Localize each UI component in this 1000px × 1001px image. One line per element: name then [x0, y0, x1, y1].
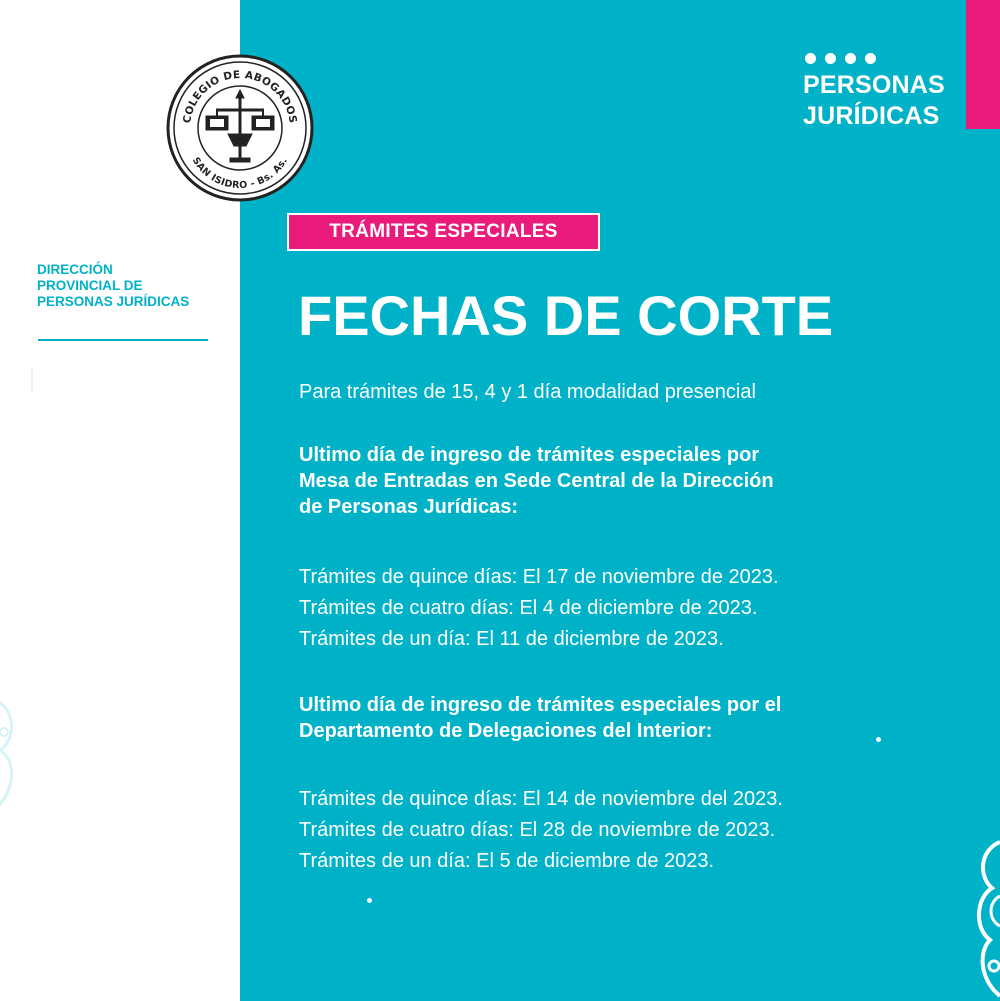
sidebar-org-line: PERSONAS JURÍDICAS	[37, 294, 190, 309]
category-tag: TRÁMITES ESPECIALES	[287, 213, 600, 251]
deadline-list-delegaciones	[299, 784, 783, 877]
heading-line: de Personas Jurídicas:	[299, 496, 518, 518]
heading-line: Departamento de Delegaciones del Interior:	[299, 720, 713, 742]
brand-accent-bar	[966, 0, 1000, 129]
decorative-dot	[876, 737, 881, 742]
page-title: FECHAS DE CORTE	[298, 284, 834, 347]
deadline-list-sede-central	[299, 562, 779, 655]
sidebar-org-line: DIRECCIÓN	[37, 262, 113, 277]
list-item: Trámites de quince días: El 17 de noviembre de 2023.	[299, 566, 779, 588]
list-item: Trámites de cuatro días: El 4 de diciembre de 2023.	[299, 597, 758, 619]
list-item: Trámites de un día: El 11 de diciembre de 2023.	[299, 628, 724, 650]
brand-dot	[865, 53, 876, 64]
colegio-abogados-seal	[166, 54, 314, 202]
list-item: Trámites de quince días: El 14 de noviembre del 2023.	[299, 788, 783, 810]
section-heading-sede-central	[299, 442, 774, 520]
sidebar-org-line: PROVINCIAL DE	[37, 278, 143, 293]
decorative-mark	[31, 367, 33, 393]
sidebar-org-name	[37, 262, 237, 310]
brand-dot	[805, 53, 816, 64]
brand-line: JURÍDICAS	[803, 102, 940, 130]
brand-dot	[845, 53, 856, 64]
list-item: Trámites de un día: El 5 de diciembre de 2023.	[299, 850, 715, 872]
heading-line: Ultimo día de ingreso de trámites especiales por el	[299, 694, 782, 716]
list-item: Trámites de cuatro días: El 28 de noviembre de 2023.	[299, 819, 776, 841]
seal-top-text: COLEGIO DE ABOGADOS	[181, 68, 299, 125]
brand-line: PERSONAS	[803, 71, 945, 99]
page-subtitle: Para trámites de 15, 4 y 1 día modalidad presencial	[299, 381, 756, 403]
section-heading-delegaciones	[299, 692, 781, 744]
seal-bottom-text: SAN ISIDRO - Bs. As.	[189, 155, 291, 192]
brand-dot	[825, 53, 836, 64]
left-doodle-icon	[0, 690, 26, 820]
right-doodle-icon	[968, 836, 1000, 1001]
brand-dots	[805, 51, 885, 69]
heading-line: Mesa de Entradas en Sede Central de la Dirección	[299, 470, 774, 492]
heading-line: Ultimo día de ingreso de trámites especiales por	[299, 444, 760, 466]
decorative-dot	[367, 898, 372, 903]
sidebar-divider	[38, 339, 208, 341]
brand-title	[803, 70, 945, 132]
